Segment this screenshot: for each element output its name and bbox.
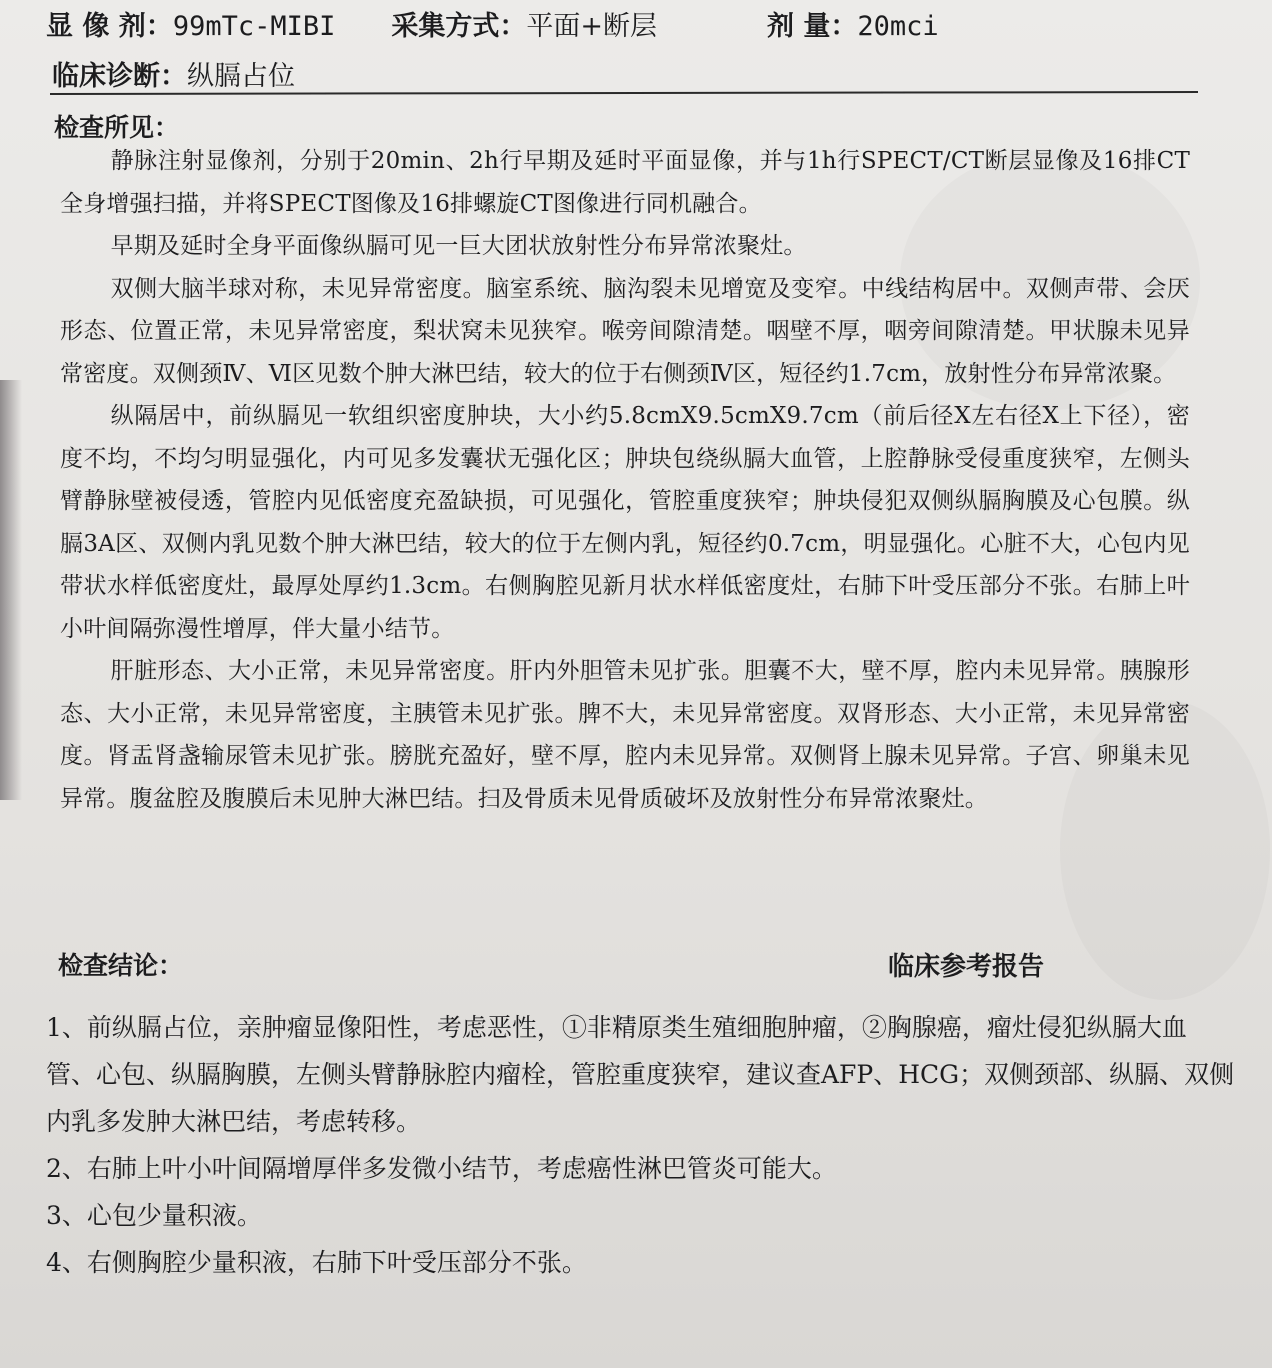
findings-paragraph: 纵隔居中，前纵膈见一软组织密度肿块，大小约5.8cmX9.5cmX9.7cm（前后径X左右径X上下径），密度不均，不均匀明显强化，内可见多发囊状无强化区；肿块包绕纵膈大血管，上腔静脉受侵重度狭窄，左侧头臂静脉壁被侵透，管腔内见低密度充盈缺损，可见强化，管腔重度狭窄；肿块侵犯双侧纵膈胸膜及心包膜。纵膈3A区、双侧内乳见数个肿大淋巴结，较大的位于左侧内乳，短径约0.7cm，明显强化。心脏不大，心包内见带状水样低密度灶，最厚处厚约1.3cm。右侧胸腔见新月状水样低密度灶，右肺下叶受压部分不张。右肺上叶小叶间隔弥漫性增厚，伴大量小结节。 <box>60 403 1190 642</box>
findings-title: 检查所见： <box>54 113 180 142</box>
diagnosis-row <box>52 54 295 93</box>
findings-paragraph: 双侧大脑半球对称，未见异常密度。脑室系统、脑沟裂未见增宽及变窄。中线结构居中。双侧声带、会厌形态、位置正常，未见异常密度，梨状窝未见狭窄。喉旁间隙清楚。咽壁不厚，咽旁间隙清楚。甲状腺未见异常密度。双侧颈Ⅳ、Ⅵ区见数个肿大淋巴结，较大的位于右侧颈Ⅳ区，短径约1.7cm，放射性分布异常浓聚。 <box>60 275 1190 387</box>
conclusion-item: 3、心包少量积液。 <box>46 1201 262 1230</box>
agent-label: 显 像 剂： <box>46 11 173 42</box>
diagnosis-label: 临床诊断： <box>52 61 187 92</box>
report-label: 临床参考报告 <box>888 952 1045 982</box>
page-edge-shadow <box>0 380 22 800</box>
dose-label: 剂 量： <box>767 11 858 42</box>
method-value: 平面+断层 <box>526 11 657 42</box>
conclusion-item: 4、右侧胸腔少量积液，右肺下叶受压部分不张。 <box>46 1248 587 1277</box>
method-label: 采集方式： <box>391 11 527 42</box>
conclusion-item: 2、右肺上叶小叶间隔增厚伴多发微小结节，考虑癌性淋巴管炎可能大。 <box>46 1154 837 1183</box>
method-field <box>391 4 657 43</box>
agent-value: 99mTc-MIBI <box>172 11 336 42</box>
dose-field <box>767 4 939 43</box>
findings-paragraph: 静脉注射显像剂，分别于20min、2h行早期及延时平面显像，并与1h行SPECT/CT断层显像及16排CT全身增强扫描，并将SPECT图像及16排螺旋CT图像进行同机融合。 <box>60 148 1190 217</box>
findings-paragraph: 早期及延时全身平面像纵膈可见一巨大团状放射性分布异常浓聚灶。 <box>110 233 807 259</box>
agent-field <box>46 4 335 43</box>
findings-body <box>60 140 1190 820</box>
dose-value: 20mci <box>857 11 939 42</box>
conclusion-list <box>46 1004 1236 1286</box>
header-row <box>46 4 939 43</box>
conclusion-item: 1、前纵膈占位，亲肿瘤显像阳性，考虑恶性，①非精原类生殖细胞肿瘤，②胸腺癌，瘤灶侵犯纵膈大血管、心包、纵膈胸膜，左侧头臂静脉腔内瘤栓，管腔重度狭窄，建议查AFP、HCG；双侧颈部、纵膈、双侧内乳多发肿大淋巴结，考虑转移。 <box>46 1013 1235 1136</box>
findings-paragraph: 肝脏形态、大小正常，未见异常密度。肝内外胆管未见扩张。胆囊不大，壁不厚，腔内未见异常。胰腺形态、大小正常，未见异常密度，主胰管未见扩张。脾不大，未见异常密度。双肾形态、大小正常，未见异常密度。肾盂肾盏输尿管未见扩张。膀胱充盈好，壁不厚，腔内未见异常。双侧肾上腺未见异常。子宫、卵巢未见异常。腹盆腔及腹膜后未见肿大淋巴结。扫及骨质未见骨质破坏及放射性分布异常浓聚灶。 <box>60 658 1190 812</box>
conclusion-title: 检查结论： <box>58 951 184 980</box>
diagnosis-value: 纵膈占位 <box>187 61 295 92</box>
